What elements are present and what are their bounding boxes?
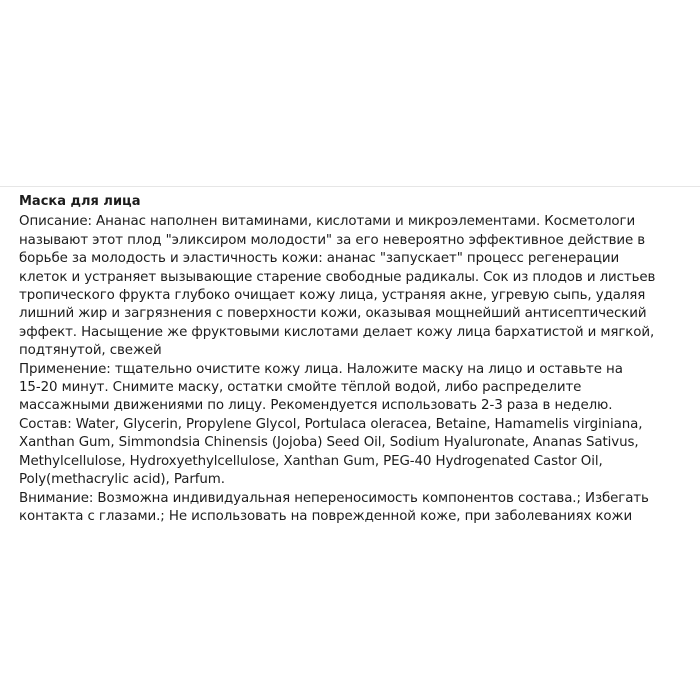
composition-line: Methylcellulose, Hydroxyethylcellulose, Xanthan Gum, PEG-40 Hydrogenated Castor Oil,: [19, 453, 603, 469]
composition-line: Xanthan Gum, Simmondsia Chinensis (Jojoba) Seed Oil, Sodium Hyaluronate, Ananas Sativus,: [19, 435, 639, 451]
description-line: клеток и устраняет вызывающие старение свободные радикалы. Сок из плодов и листьев: [19, 269, 656, 285]
description-line: подтянутой, свежей: [19, 343, 162, 359]
composition-line: Poly(methacrylic acid), Parfum.: [19, 472, 225, 488]
product-title: Маска для лица: [19, 194, 141, 209]
warning-paragraph: [19, 490, 691, 527]
description-line: лишний жир и загрязнения с поверхности кожи, оказывая мощнейший антисептический: [19, 306, 647, 322]
usage-line: 15-20 минут. Снимите маску, остатки смойте тёплой водой, либо распределите: [19, 380, 582, 396]
warning-line: Внимание: Возможна индивидуальная непереносимость компонентов состава.; Избегать: [19, 490, 649, 506]
description-line: называют этот плод "эликсиром молодости" за его невероятно эффективное действие в: [19, 232, 646, 248]
description-line: Описание: Ананас наполнен витаминами, кислотами и микроэлементами. Косметологи: [19, 214, 636, 230]
usage-line: Применение: тщательно очистите кожу лица. Наложите маску на лицо и оставьте на: [19, 361, 623, 377]
composition-paragraph: [19, 416, 691, 490]
product-label: [0, 186, 700, 524]
label-text-block: [19, 193, 691, 526]
usage-paragraph: [19, 361, 691, 416]
description-line: тропического фрукта глубоко очищает кожу лица, устраняя акне, угревую сыпь, удаляя: [19, 288, 646, 304]
description-paragraph: [19, 213, 691, 360]
description-line: борьбе за молодость и эластичность кожи: ананас "запускает" процесс регенерации: [19, 251, 620, 267]
warning-line: контакта с глазами.; Не использовать на поврежденной коже, при заболеваниях кожи: [19, 508, 633, 524]
description-line: эффект. Насыщение же фруктовыми кислотами делает кожу лица бархатистой и мягкой,: [19, 324, 655, 340]
composition-line: Состав: Water, Glycerin, Propylene Glycol, Portulaca oleracea, Betaine, Hamamelis virginiana,: [19, 416, 643, 432]
usage-line: массажными движениями по лицу. Рекомендуется использовать 2-3 раза в неделю.: [19, 398, 613, 414]
